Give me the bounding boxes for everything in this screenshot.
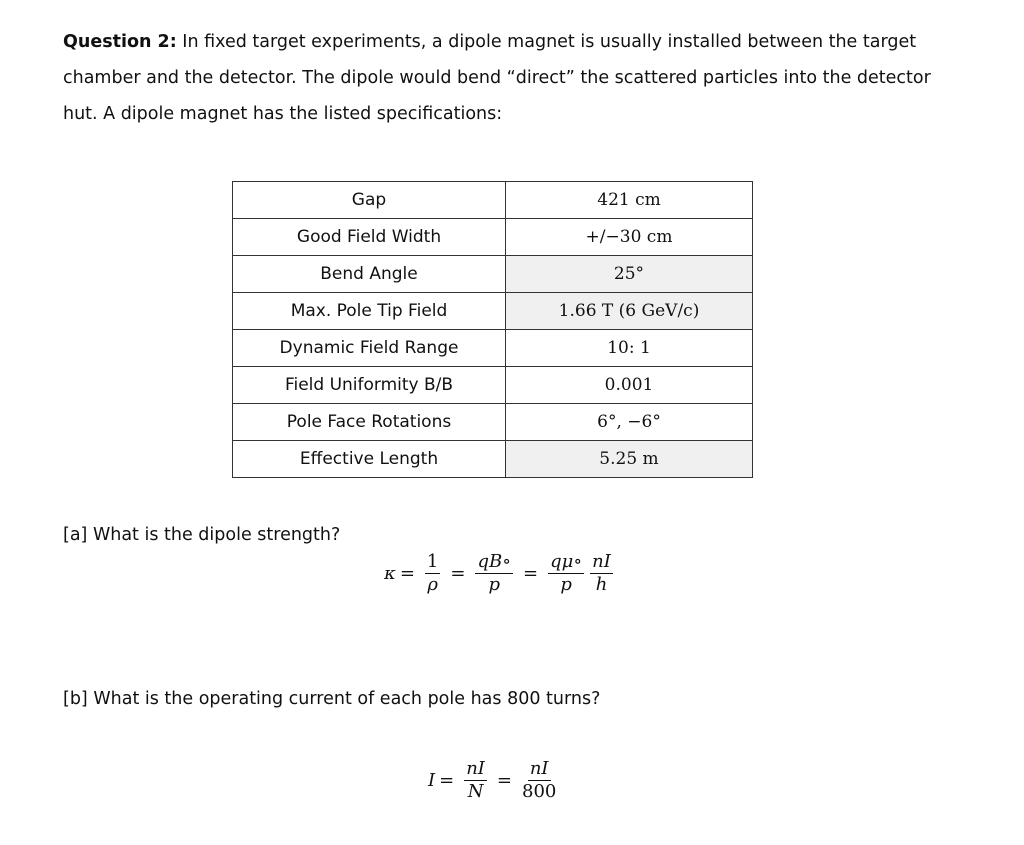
equals: = (439, 770, 455, 791)
spec-name: Dynamic Field Range (233, 330, 506, 367)
numerator: qμ∘ (550, 551, 583, 572)
table-row (233, 404, 753, 441)
fraction (425, 551, 440, 596)
fraction (475, 551, 513, 596)
question-label: Question 2: (63, 32, 177, 52)
denominator: p (488, 574, 500, 595)
spec-value: 5.25 m (506, 441, 753, 478)
spec-value: 25° (506, 256, 753, 293)
spec-name: Pole Face Rotations (233, 404, 506, 441)
current-symbol: I (428, 770, 436, 791)
spec-table (232, 181, 753, 478)
numerator: nI (466, 758, 485, 779)
equation-dipole-strength (384, 551, 619, 596)
spec-value: 421 cm (506, 182, 753, 219)
table-row (233, 219, 753, 256)
spec-value: 1.66 T (6 GeV/c) (506, 293, 753, 330)
fraction (522, 758, 556, 803)
denominator: 800 (522, 781, 557, 802)
numerator: qB∘ (477, 551, 512, 572)
fraction (548, 551, 584, 596)
fraction (590, 551, 613, 596)
denominator: ρ (427, 574, 438, 595)
equals: = (450, 563, 466, 584)
equals: = (399, 563, 415, 584)
denominator: h (595, 574, 608, 595)
numerator: 1 (426, 551, 439, 572)
question-body: In fixed target experiments, a dipole magnet is usually installed between the target chamber and the detector. The dipole would bend “direct” the scattered particles into the detector hut. A dipole magnet has the listed specifications: (63, 32, 931, 124)
denominator: p (560, 574, 572, 595)
part-b-question: [b] What is the operating current of each pole has 800 turns? (63, 689, 601, 709)
numerator: nI (592, 551, 611, 572)
table-row (233, 367, 753, 404)
table-row (233, 330, 753, 367)
fraction (464, 758, 487, 803)
spec-value: 0.001 (506, 367, 753, 404)
equals: = (523, 563, 539, 584)
spec-value: +/−30 cm (506, 219, 753, 256)
part-a-question: [a] What is the dipole strength? (63, 525, 341, 545)
spec-name: Gap (233, 182, 506, 219)
spec-name: Max. Pole Tip Field (233, 293, 506, 330)
spec-name: Effective Length (233, 441, 506, 478)
table-row (233, 293, 753, 330)
spec-name: Bend Angle (233, 256, 506, 293)
spec-name: Field Uniformity B/B (233, 367, 506, 404)
table-row (233, 256, 753, 293)
kappa: κ (384, 563, 396, 584)
question-text (63, 24, 963, 132)
numerator: nI (529, 758, 549, 779)
spec-value: 10: 1 (506, 330, 753, 367)
spec-value: 6°, −6° (506, 404, 753, 441)
table-row (233, 182, 753, 219)
table-row (233, 441, 753, 478)
equals: = (496, 770, 513, 791)
spec-name: Good Field Width (233, 219, 506, 256)
equation-current (428, 758, 562, 803)
denominator: N (467, 781, 484, 802)
